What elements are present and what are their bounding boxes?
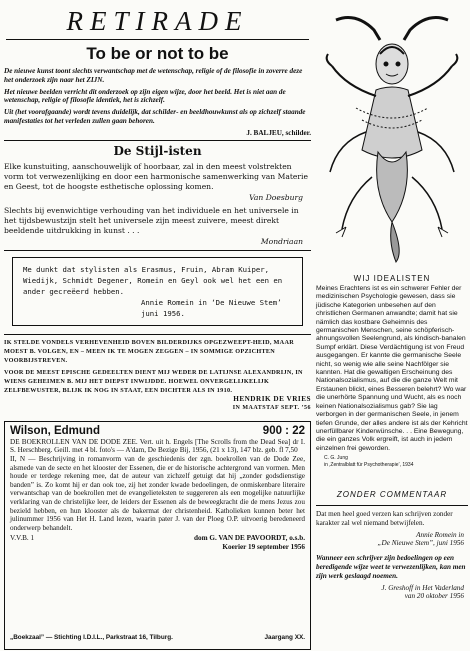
jung-source: in ‚Zentralblatt für Psychotherapie’, 1934	[324, 461, 414, 468]
catalog-publisher: „Boekzaal” — Stichting I.D.I.L., Parkstraat 16, Tilburg.	[10, 633, 173, 641]
intro-paragraph: De nieuwe kunst toont slechts verwantschap met de wetenschap, religie of de filosofie in zoverre deze het onderzoek zijn naar het ZIJN.	[4, 67, 303, 84]
greshoff-signature	[316, 584, 464, 602]
quote-box-signature: Annie Romein in ‘De Nieuwe Stem’	[141, 297, 282, 307]
quote-box	[12, 257, 303, 326]
headline: To be or not to be	[86, 44, 229, 63]
catalog-sign-left: V.V.B. 1	[10, 534, 35, 543]
catalog-reviewer: dom G. VAN DE PAVOORDT, o.s.b.	[193, 534, 305, 543]
divider	[4, 334, 311, 335]
stijl-quote: Slechts bij evenwichtige verhouding van het individuele en het universele in het tijdsbewustzijn stelt het universele zijn meest zuivere, meest direkt beeldende uitdrukking in kunst . . .	[4, 205, 299, 235]
intro-paragraph: Het nieuwe beelden verricht dit onderzoek op zijn eigen wijze, door het beeld. Het is niet aan de wetenschap, religie of filosofie identiek, het is zichzelf.	[4, 87, 286, 105]
quote-box-text: Me dunkt dat stylisten als Erasmus, Fruin, Abram Kuiper, Wiedijk, Schmidt Degener, Romein en Geyl ook wel het een en ander gecreëerd hebben.	[23, 264, 283, 296]
caps-source: IN MAATSTAF SEPT. ’56	[232, 404, 311, 411]
grotesque-figure-illustration	[316, 2, 468, 272]
stijl-quote-attribution: Van Doesburg	[249, 192, 303, 202]
romein-signature	[316, 531, 464, 549]
right-title: WIJ IDEALISTEN	[353, 274, 431, 283]
stijl-title: De Stijl-isten	[113, 143, 202, 158]
caps-paragraph: VOOR DE MEEST EPISCHE GEDEELTEN DIENT MIJ WEDER DE LATIJNSE ALEXANDRIJN, IN WIENS GEHEIMEN B. MIJ HET DIEPST INWIJDDE. HOEWEL ONVERGELIJKELIJK ZELFBEWUSTER, BLIJK IK NOG IN STAAT, EEN DICHTER ALS IN 1910.	[4, 368, 303, 394]
catalog-signature	[10, 534, 305, 551]
masthead: RETIRADE	[66, 6, 249, 36]
caps-quote	[4, 338, 311, 413]
zonder-title: ZONDER COMMENTAAR	[336, 489, 448, 499]
right-column	[316, 2, 468, 607]
jung-author: C. G. Jung	[324, 455, 348, 462]
catalog-source: Koerier 19 september 1956	[222, 542, 305, 551]
catalog-entry: DE BOEKROLLEN VAN DE DODE ZEE. Vert. uit h. Engels [The Scrolls from the Dead Sea] dr I. S. Herschberg. Geill. met 4 bl. foto's — A'dam, De Bezige Bij, 1956, (21 x 13), 147 blz. geb. fl 7,50	[10, 437, 305, 455]
divider	[4, 140, 311, 141]
greshoff-source: van 20 oktober 1956	[404, 592, 464, 601]
catalog-sign-right	[194, 534, 305, 551]
catalog-header	[10, 425, 305, 437]
divider	[4, 250, 311, 251]
caps-paragraph: IK STELDE VONDELS VERHEVENHEID BOVEN BILDERDIJKS OPGEZWEEPT-HEID, MAAR MOEST B. VOLGEN, EN – MEEN IK TE MOGEN ZEGGEN – IN SOMMIGE OPZICHTEN VOORBIJSTREVEN.	[4, 338, 294, 364]
stijl-quote: Elke kunstuiting, aanschouwelijk of hoorbaar, zal in den meest volstrekten vorm tot verwezenlijking en door een harmonische samenwerking van Materie en Geest, tot de hoogste esthetische oplossing komen.	[4, 161, 308, 191]
romein-author: Annie Romein in	[416, 530, 464, 539]
romein-source: „De Nieuwe Stem”, juni 1956	[377, 539, 464, 548]
catalog-code: 900 : 22	[262, 424, 305, 437]
caps-signature: HENDRIK DE VRIES	[233, 394, 311, 403]
divider	[316, 505, 468, 506]
catalog-volume: Jaargang XX.	[264, 633, 305, 641]
catalog-review: II, N — Beschrijving in romanvorm van de geschiedenis der zgn. boekrollen van de Dode Zee, alsmede van de secte en het klooster der Essenen, die er de historische achtergrond van vormen. Men houde er terdege rekening mee, dat de auteur van zichzelf getuigt dat hij „zonder godsdienstige banden” is. Zo komt hij er dan ook toe, zij het zonder kwade bedoelingen, de onmiskenbare literaire verwantschap van de boekrollen met de evangelieteksten te suggereren als een mogelijke natuurlijke verklaring van de christelijke leer, de leiders der Essenen als de beweegkracht die de mens Jezus zou bezield hebben, en hun klooster als de bakermat der christenheid. Katholieken kunnen beter het julinummer 1956 van Het H. Land lezen, waarin pater J. van der Ploeg O.P. uitvoerig beredeneerd onderwerp behandelt.	[10, 454, 305, 532]
greshoff-author: J. Greshoff in Het Vaderland	[381, 583, 464, 592]
jung-attribution	[316, 455, 468, 468]
greshoff-quote: Wanneer een schrijver zijn bedoelingen op een beredigende wijze weet te verwezenlijken, kan men zijn werk geslaagd noemen.	[316, 554, 466, 580]
stijl-quote-attribution: Mondriaan	[260, 236, 303, 246]
catalog-footer	[10, 634, 305, 641]
intro-attribution: J. BALJEU, schilder.	[246, 128, 311, 137]
intro-paragraph: Uit (het voorafgaande) wordt tevens duidelijk, dat schilder- en beeldhouwkunst als op zichzelf staande manifestaties tot het verleden zullen gaan behoren.	[4, 108, 306, 125]
left-column	[4, 2, 311, 650]
jung-quote: Meines Erachtens ist es ein schwerer Fehler der medizinischen Psychologie gewesen, dass sie jüdische Kategorien unbesehen auf den christlichen Germanen anwandte; damit hat sie nämlich das kostbare Geheimnis des germanischen Menschen, seine schöpferisch-ahnungsvollen Seelengrund, als kindisch-banalen Sumpf erklärt. Diese Verdächtigung ist von Freud ausgegangen. Er kannte die germanische Seele nicht, so wenig wie alle seine Nachfölger sie kannten. Hat die gewaltigen Erscheinung des Nationalsozialismus, auf die die ganze Welt mit Erstaunen blickt, eines Besseren belehrt? Wo war die unerhörte Spannung und Wucht, als es noch keinen Nationalsozialismus gab? Sie lag verborgen in der germanischen Seele, in jenem tiefen Grunde, der alles andere ist als der Kehricht unerfüllbarer Kinderwünsche. . . Eine Bewegung, die ein ganzes Volk ergreift, ist auch in jedem einzelnen frei geworden.	[316, 285, 468, 452]
catalog-card	[4, 421, 311, 650]
masthead-rule	[6, 39, 309, 40]
quote-box-date: juni 1956.	[141, 308, 185, 318]
catalog-author: Wilson, Edmund	[10, 424, 100, 437]
romein-quote: Dat men heel goed verzen kan schrijven zonder karakter zal wel niemand betwijfelen.	[316, 509, 453, 527]
